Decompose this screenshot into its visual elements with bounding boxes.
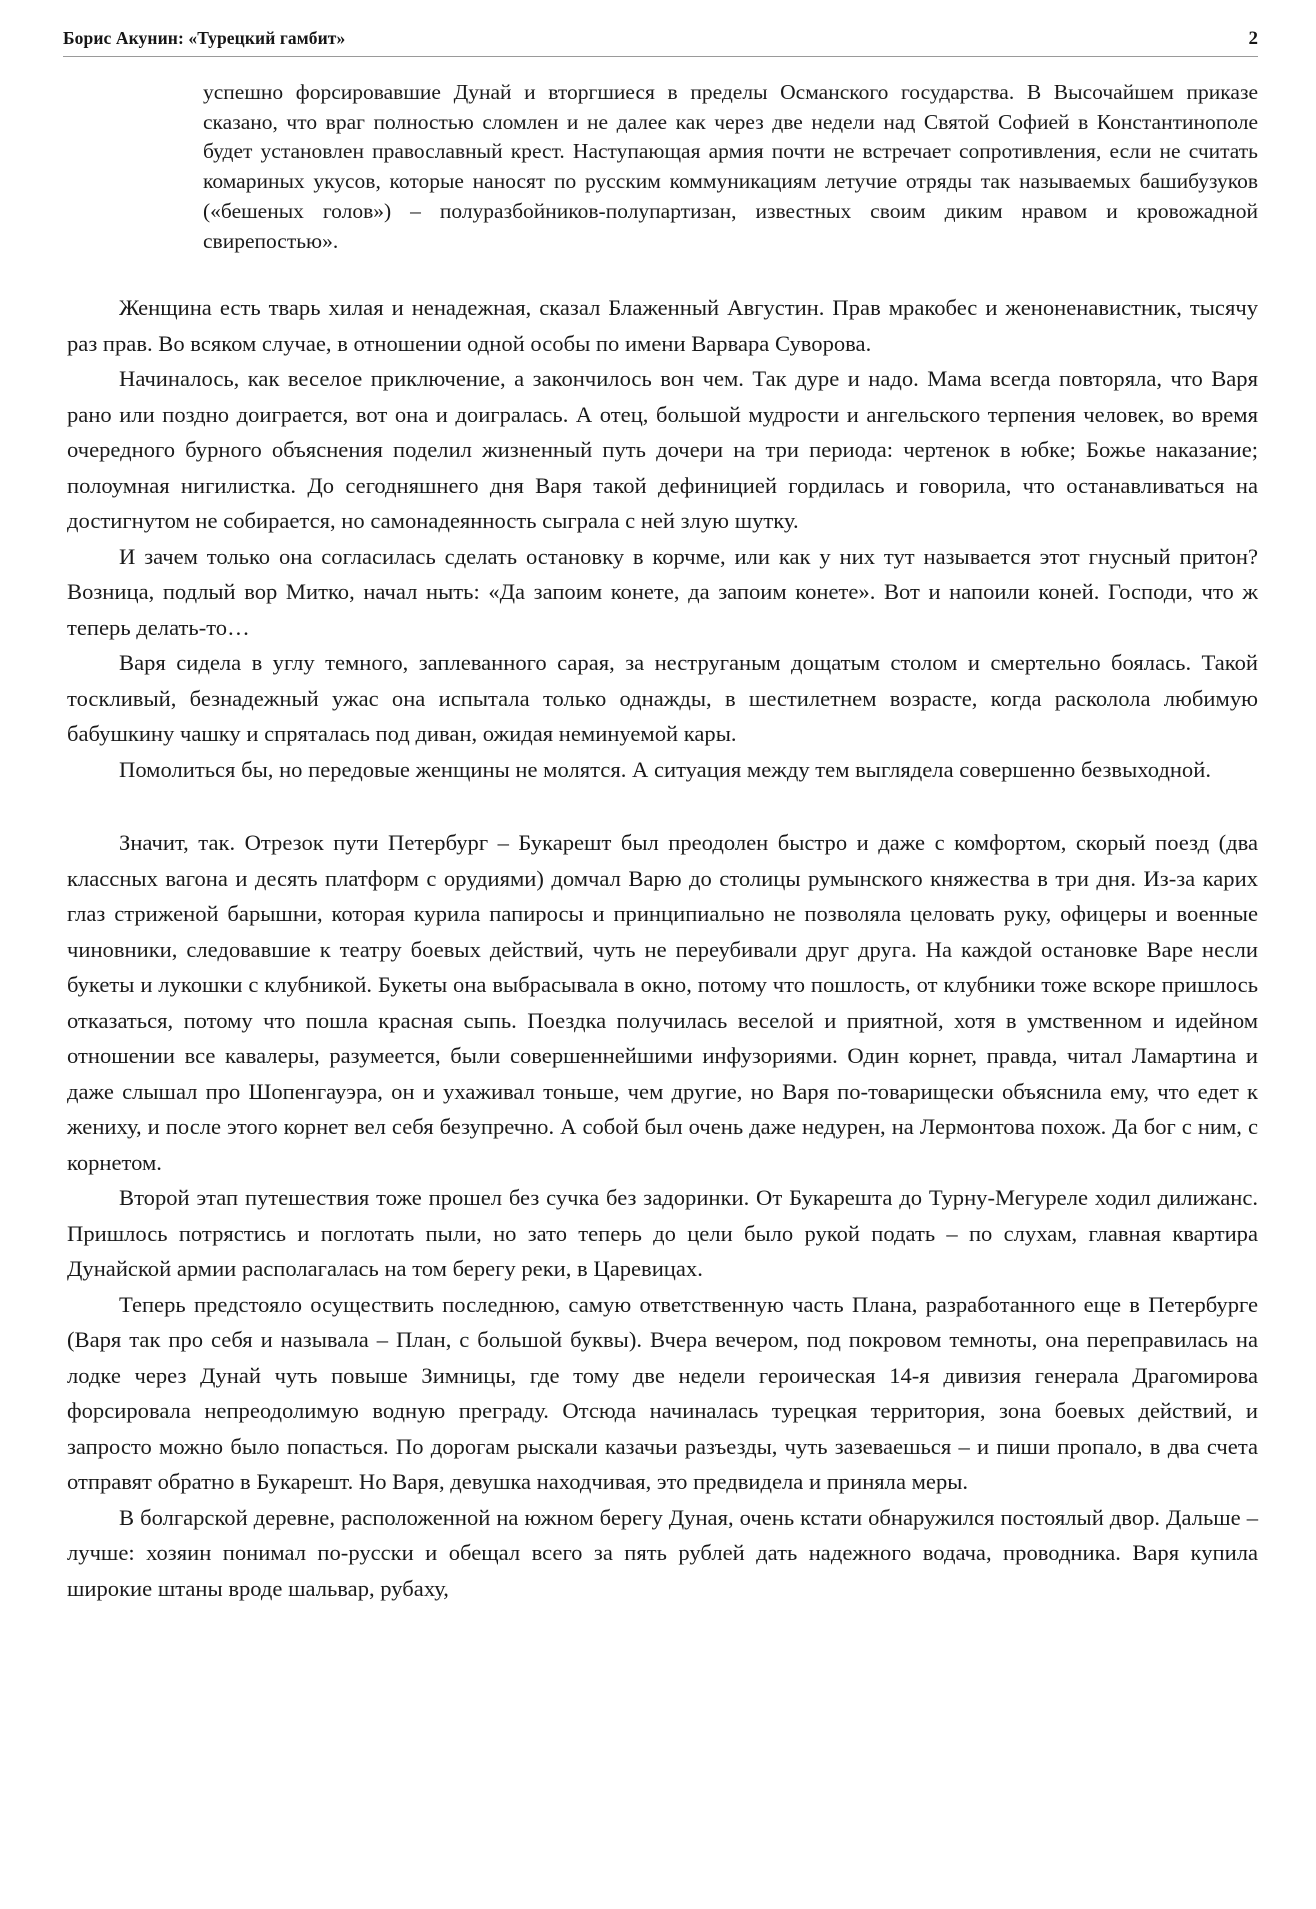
paragraph: Значит, так. Отрезок пути Петербург – Букарешт был преодолен быстро и даже с комфортом, скорый поезд (два классных вагона и десять платформ с орудиями) домчал Варю до столицы румынского княжества в три дня. Из-за карих глаз стриженой барышни, которая курила папиросы и принципиально не позволяла целовать руку, офицеры и военные чиновники, следовавшие к театру боевых действий, чуть не переубивали друг друга. На каждой остановке Варе несли букеты и лукошки с клубникой. Букеты она выбрасывала в окно, потому что пошлость, от клубники тоже вскоре пришлось отказаться, потому что пошла красная сыпь. Поездка получилась веселой и приятной, хотя в умственном и идейном отношении все кавалеры, разумеется, были совершеннейшими инфузориями. Один корнет, правда, читал Ламартина и даже слышал про Шопенгауэра, он и ухаживал тоньше, чем другие, но Варя по-товарищески объяснила ему, что едет к жениху, и после этого корнет вел себя безупречно. А собой был очень даже недурен, на Лермонтова похож. Да бог с ним, с корнетом. <box>67 830 1258 1175</box>
section-two <box>67 825 1258 1606</box>
epigraph-spacer <box>67 256 1258 290</box>
paragraph: В болгарской деревне, расположенной на южном берегу Дуная, очень кстати обнаружился постоялый двор. Дальше – лучше: хозяин понимал по-русски и обещал всего за пять рублей дать надежного водача, проводника. Варя купила широкие штаны вроде шальвар, рубаху, <box>67 1504 1258 1601</box>
epigraph-block <box>203 78 1258 256</box>
paragraph: И зачем только она согласилась сделать остановку в корчме, или как у них тут называется этот гнусный притон? Возница, подлый вор Митко, начал ныть: «Да запоим конете, да запоим конете». Вот и напоили коней. Господи, что ж теперь делать-то… <box>67 543 1258 640</box>
book-title: Борис Акунин: «Турецкий гамбит» <box>63 28 346 48</box>
page-body <box>67 78 1258 1606</box>
paragraph: Помолиться бы, но передовые женщины не молятся. А ситуация между тем выглядела совершенно безвыходной. <box>119 756 1211 782</box>
header-row <box>63 28 1258 54</box>
section-spacer <box>67 787 1258 825</box>
paragraph: Теперь предстояло осуществить последнюю, самую ответственную часть Плана, разработанного еще в Петербурге (Варя так про себя и называла – План, с большой буквы). Вчера вечером, под покровом темноты, она переправилась на лодке через Дунай чуть повыше Зимницы, где тому две недели героическая 14-я дивизия генерала Драгомирова форсировала непреодолимую водную преграду. Отсюда начиналась турецкая территория, зона боевых действий, и запросто можно было попасться. По дорогам рыскали казачьи разъезды, чуть зазеваешься – и пиши пропало, в два счета отправят обратно в Букарешт. Но Варя, девушка находчивая, это предвидела и приняла меры. <box>67 1291 1258 1495</box>
epigraph-text: успешно форсировавшие Дунай и вторгшиеся в пределы Османского государства. В Высочайшем приказе сказано, что враг полностью сломлен и не далее как через две недели над Святой Софией в Константинополе будет установлен православный крест. Наступающая армия почти не встречает сопротивления, если не считать комариных укусов, которые наносят по русским коммуникациям летучие отряды так называемых башибузуков («бешеных голов») – полуразбойников-полупартизан, известных своим диким нравом и кровожадной свирепостью». <box>203 80 1258 253</box>
page-number: 2 <box>1248 28 1258 49</box>
section-one <box>67 290 1258 787</box>
header-divider <box>63 56 1258 57</box>
paragraph: Второй этап путешествия тоже прошел без сучка без задоринки. От Букарешта до Турну-Мегуреле ходил дилижанс. Пришлось потрястись и поглотать пыли, но зато теперь до цели было рукой подать – по слухам, главная квартира Дунайской армии располагалась на том берегу реки, в Царевицах. <box>67 1185 1258 1282</box>
paragraph: Женщина есть тварь хилая и ненадежная, сказал Блаженный Августин. Прав мракобес и женоненавистник, тысячу раз прав. Во всяком случае, в отношении одной особы по имени Варвара Суворова. <box>67 295 1258 356</box>
paragraph: Начиналось, как веселое приключение, а закончилось вон чем. Так дуре и надо. Мама всегда повторяла, что Варя рано или поздно доиграется, вот она и доигралась. А отец, большой мудрости и ангельского терпения человек, во время очередного бурного объяснения поделил жизненный путь дочери на три периода: чертенок в юбке; Божье наказание; полоумная нигилистка. До сегодняшнего дня Варя такой дефиницией гордилась и говорила, что останавливаться на достигнутом не собирается, но самонадеянность сыграла с ней злую шутку. <box>67 366 1258 534</box>
paragraph: Варя сидела в углу темного, заплеванного сарая, за неструганым дощатым столом и смертельно боялась. Такой тоскливый, безнадежный ужас она испытала только однажды, в шестилетнем возрасте, когда расколола любимую бабушкину чашку и спряталась под диван, ожидая неминуемой кары. <box>67 650 1258 747</box>
page-header <box>63 28 1258 62</box>
